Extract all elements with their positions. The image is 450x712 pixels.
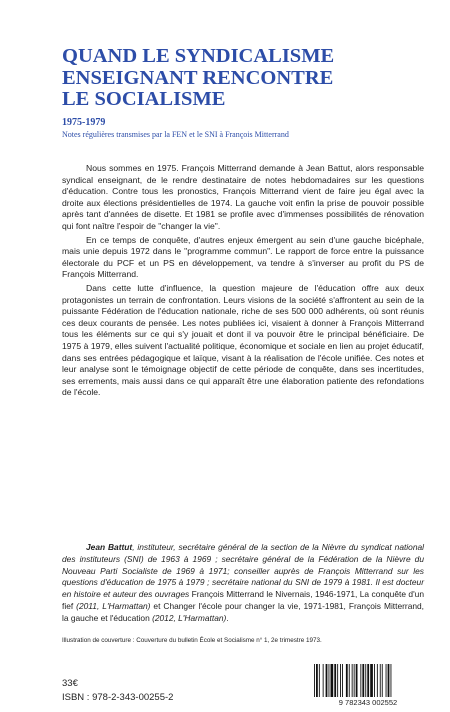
barcode-bar <box>319 664 320 697</box>
barcode-bar <box>367 664 369 697</box>
illustration-credit: Illustration de couverture : Couverture du bulletin École et Socialisme n° 1, 2e trimestre 1973. <box>62 637 322 644</box>
barcode-bar <box>356 664 358 697</box>
blurb-paragraph-2: En ce temps de conquête, d'autres enjeux émergent au sein d'une gauche bicéphale, mais unie depuis 1972 dans le "programme commun". Le rapport de force entre la puissance électorale du PCF et un PS en développement, va tendre à s'inverser au profit du PS de François Mitterrand. <box>62 234 424 280</box>
barcode-bar <box>326 664 328 697</box>
author-bio-text: , instituteur, secrétaire général de la section de la Nièvre du syndicat national des instituteurs (SNI) de 1963 à 1969 ; secrétaire général de la Fédération de la Nièvre du Nouveau Parti Socialiste de 1969 à 1971; conseiller auprès de François Mitterrand sur les questions d'éducation de 1975 à 1979 ; secrétaire national du SNI de 1979 à 1981. Il est docteur en histoire et auteur des ouvrages <box>62 542 424 600</box>
barcode-bar <box>386 664 387 697</box>
period-dates: 1975-1979 <box>62 117 106 128</box>
book-title <box>62 46 422 111</box>
title-line-2: ENSEIGNANT RENCONTRE <box>62 66 334 89</box>
author-work-1: François Mitterrand le Nivernais, 1946-1971, La conquête d'un fief <box>62 589 424 611</box>
barcode-bar <box>360 664 361 697</box>
barcode-bar <box>377 664 378 697</box>
barcode-bar <box>370 664 373 697</box>
title-line-3: LE SOCIALISME <box>62 88 226 110</box>
barcode-bar <box>380 664 381 697</box>
barcode-bar <box>362 664 364 697</box>
barcode-bar <box>354 664 355 697</box>
barcode-bar <box>374 664 375 697</box>
barcode-bar <box>346 664 348 697</box>
barcode-bar <box>365 664 366 697</box>
blurb-paragraph-3: Dans cette lutte d'influence, la question majeure de l'éducation offre aux deux protagonistes un terrain de confrontation. Leurs visions de la société s'affrontent au sein de la puissante Fédération de l'éducation nationale, riche de ses 500 000 adhérents, où sont réunis ces deux courants de pensée. Les notes publiées ici, visaient à donner à François Mitterrand tous les éléments sur ce qui s'y jouait et dont il va pouvoir être le principal bénéficiaire. De 1975 à 1979, elles suivent l'actualité politique, économique et sociale en lien au projet éducatif, dans ses entrées pédagogique et laïque, visant à la réalisation de l'école unifiée. Ces notes et leur analyse sont le témoignage objectif de cette période de conquête, dans ses incertitudes, ses errements, mais aussi dans ce qui apparaît être une élaboration patiente des refondations de l'école. <box>62 282 424 398</box>
barcode-bar <box>388 664 390 697</box>
barcode-bar <box>349 664 350 697</box>
barcode-bars <box>314 664 391 697</box>
barcode-bar <box>342 664 343 697</box>
author-bio-end: . <box>226 612 229 623</box>
isbn: ISBN : 978-2-343-00255-2 <box>62 692 174 703</box>
author-work-2: et Changer l'école pour changer la vie, 1971-1981, François Mitterrand, la gauche et l'éducation <box>62 600 424 623</box>
author-bio <box>62 542 424 625</box>
barcode-bar <box>352 664 353 697</box>
barcode-bar <box>331 664 334 697</box>
author-publisher-2: (2012, L'Harmattan) <box>152 612 227 623</box>
barcode-bar <box>334 664 336 697</box>
barcode-bar <box>329 664 330 697</box>
barcode-number: 9 782343 002552 <box>338 698 398 706</box>
barcode-bar <box>382 664 383 697</box>
barcode-bar <box>316 664 318 697</box>
author-name: Jean Battut <box>86 542 133 552</box>
book-subtitle: Notes régulières transmises par la FEN et le SNI à François Mitterrand <box>62 130 289 139</box>
barcode-bar <box>314 664 315 697</box>
barcode-bar <box>391 664 392 697</box>
price: 33€ <box>62 678 78 689</box>
barcode-bar <box>340 664 341 697</box>
blurb-paragraph-1: Nous sommes en 1975. François Mitterrand demande à Jean Battut, alors responsable syndical enseignant, de le rendre destinataire de notes hebdomadaires sur les questions d'éducation. Contre tous les pronostics, François Mitterrand vient de faire jeu égal avec la droite aux élections présidentielles de 1974. La gauche voit enfin la prise de pouvoir possible après tant d'années de disette. Et 1981 se profile avec d'immenses possibilités de rénovation qui font naître l'espoir de "changer la vie". <box>62 163 424 231</box>
isbn-barcode <box>308 664 428 706</box>
barcode-bar <box>323 664 324 697</box>
title-line-1: QUAND LE SYNDICALISME <box>62 45 335 67</box>
author-publisher-1: (2011, L'Harmattan) <box>76 600 151 611</box>
blurb <box>62 163 424 401</box>
barcode-bar <box>337 664 338 697</box>
